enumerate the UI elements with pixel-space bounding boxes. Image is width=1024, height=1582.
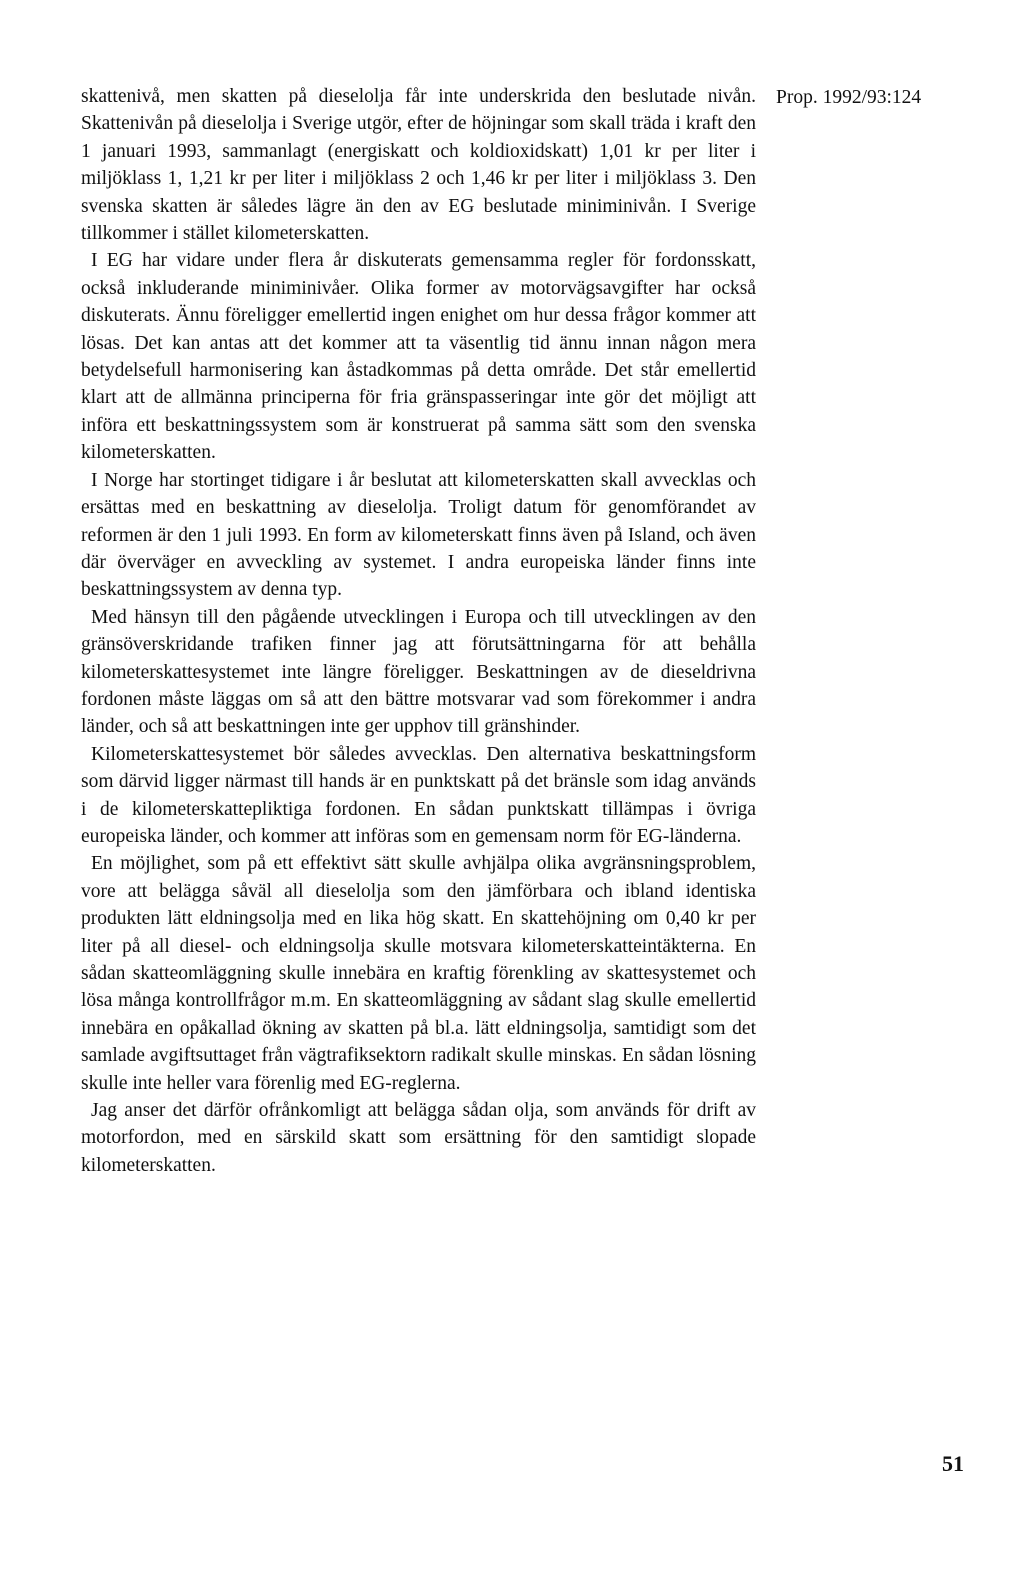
paragraph-continuation: skattenivå, men skatten på dieselolja får inte underskrida den beslutade nivån. Skattenivån på dieselolja i Sverige utgör, efter de höjningar som skall träda i kraft den 1 januari 1993, sammanlagt (energiskatt och koldioxidskatt) 1,01 kr per liter i miljöklass 1, 1,21 kr per liter i miljöklass 2 och 1,46 kr per liter i miljöklass 3. Den svenska skatten är således lägre än den av EG beslutade miniminivån. I Sverige tillkommer i stället kilometerskatten.	[81, 86, 756, 245]
paragraph: Med hänsyn till den pågående utvecklingen i Europa och till utvecklingen av den gränsöverskridande trafiken finner jag att förutsättningarna för att behålla kilometerskattesystemet inte längre föreligger. Beskattningen av de dieseldrivna fordonen måste läggas om så att den bättre motsvarar vad som förekommer i andra länder, och så att beskattningen inte ger upphov till gränshinder.	[81, 606, 756, 738]
page-number: 51	[942, 1451, 964, 1476]
body-text	[81, 83, 756, 1179]
paragraph: I EG har vidare under flera år diskuterats gemensamma regler för fordonsskatt, också inkluderande miniminivåer. Olika former av motorvägsavgifter har också diskuterats. Ännu föreligger emellertid ingen enighet om hur dessa frågor kommer att lösas. Det kan antas att det kommer att ta väsentlig tid ännu innan någon mera betydelsefull harmonisering kan åstadkommas på detta område. Det står emellertid klart att de allmänna principerna för fria gränspasseringar inte gör det möjligt att införa ett beskattningssystem som är konstruerat på samma sätt som den svenska kilometerskatten.	[81, 250, 756, 464]
paragraph: I Norge har stortinget tidigare i år beslutat att kilometerskatten skall avvecklas och ersättas med en beskattning av dieselolja. Troligt datum för genomförandet av reformen är den 1 juli 1993. En form av kilometerskatt finns även på Island, och även där överväger en avveckling av systemet. I andra europeiska länder finns inte beskattningssystem av denna typ.	[81, 469, 756, 601]
paragraph: Kilometerskattesystemet bör således avvecklas. Den alternativa beskattningsform som därvid ligger närmast till hands är en punktskatt på det bränsle som idag används i de kilometerskattepliktiga fordonen. En sådan punktskatt tillämpas i övriga europeiska länder, och kommer att införas som en gemensam norm för EG-länderna.	[81, 743, 756, 847]
paragraph: En möjlighet, som på ett effektivt sätt skulle avhjälpa olika avgränsningsproblem, vore att belägga såväl all dieselolja som den jämförbara och ibland identiska produkten lätt eldningsolja med en lika hög skatt. En skattehöjning om 0,40 kr per liter på all diesel- och eldningsolja skulle motsvara kilometerskatteintäkterna. En sådan skatteomläggning skulle innebära en kraftig förenkling av skattesystemet och lösa många kontrollfrågor m.m. En skatteomläggning av sådant slag skulle emellertid innebära en opåkallad ökning av skatten på bl.a. lätt eldningsolja, samtidigt som det samlade avgiftsuttaget från vägtrafiksektorn radikalt skulle minskas. En sådan lösning skulle inte heller vara förenlig med EG-reglerna.	[81, 853, 756, 1094]
paragraph: Jag anser det därför ofrånkomligt att belägga sådan olja, som används för drift av motorfordon, med en särskild skatt som ersättning för den samtidigt slopade kilometerskatten.	[81, 1100, 756, 1176]
proposition-reference: Prop. 1992/93:124	[776, 87, 922, 108]
